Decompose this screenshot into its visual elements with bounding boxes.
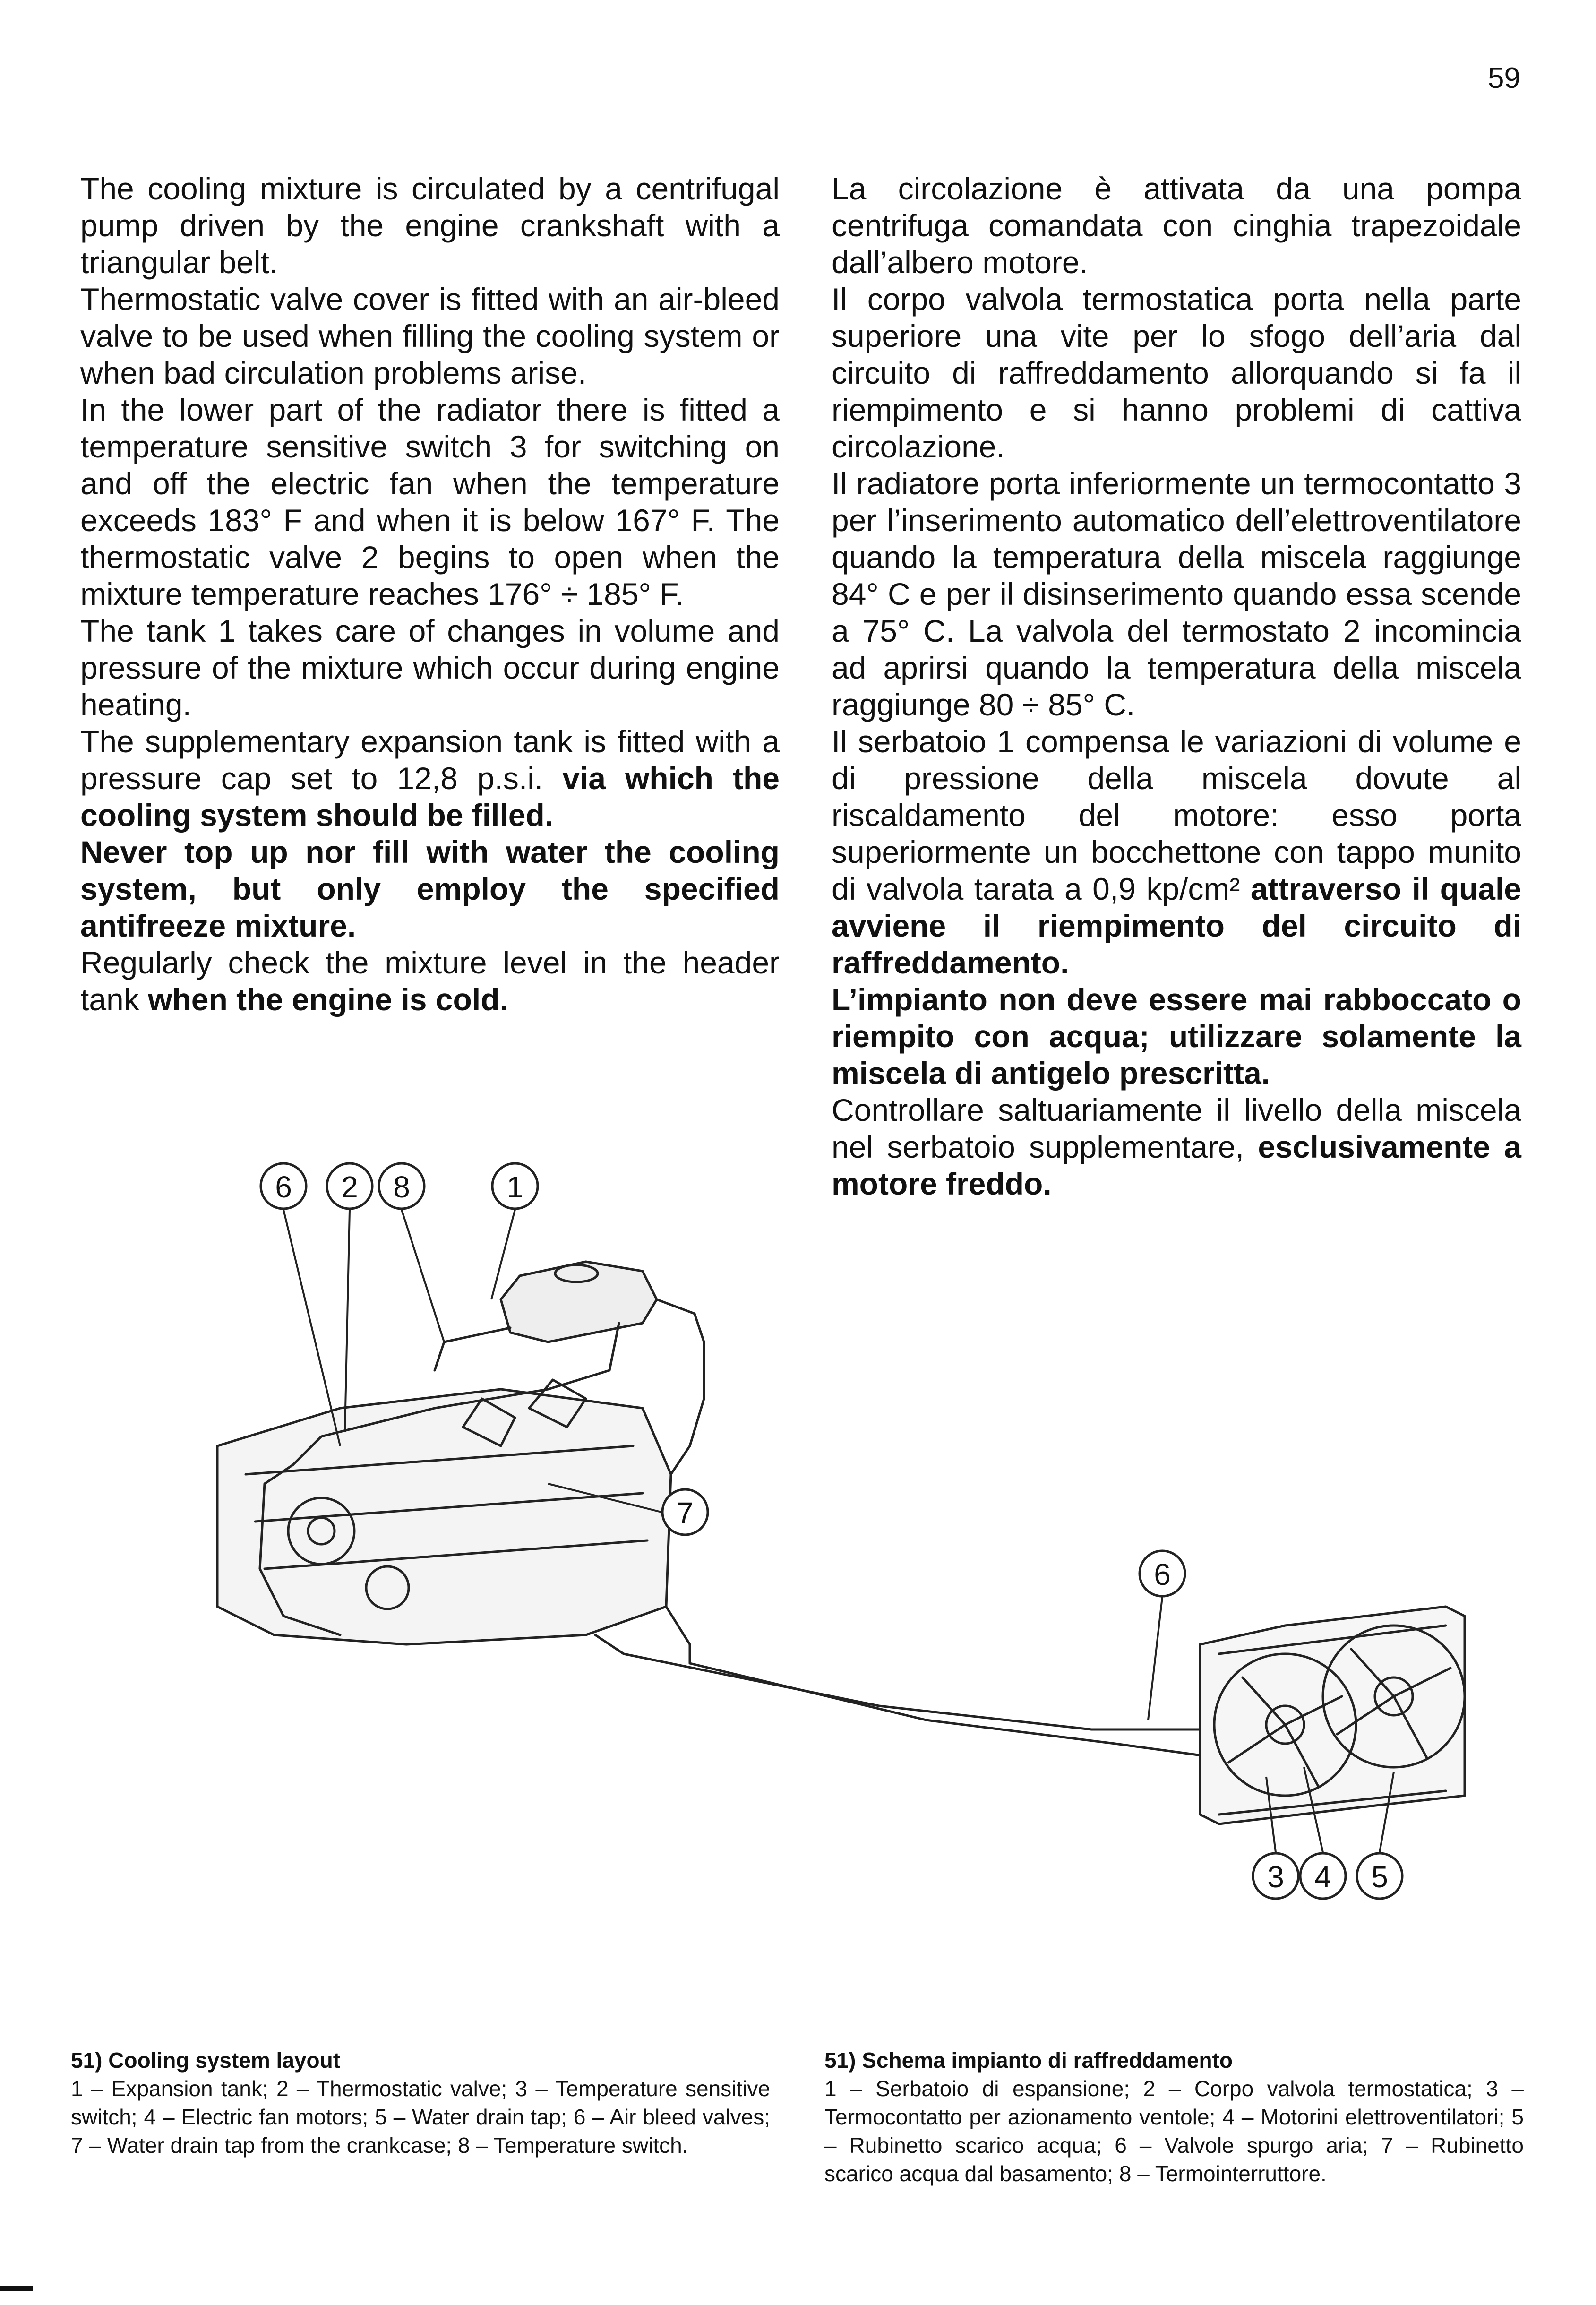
italian-column bbox=[832, 170, 1521, 1202]
cooling-system-svg bbox=[76, 1144, 1521, 1970]
caption-it-text: 1 – Serbatoio di espansione; 2 – Corpo valvola termostatica; 3 – Termocontatto per azionamento ventole; 4 – Motorini elettroventilatori; 5 – Rubinetto scarico acqua; 6 – Valvole spurgo aria; 7 – Rubinetto scarico acqua dal basamento; 8 – Termointerruttore. bbox=[824, 2076, 1524, 2186]
caption-en-text: 1 – Expansion tank; 2 – Thermostatic valve; 3 – Temperature sensitive switch; 4 – Electric fan motors; 5 – Water drain tap; 6 – Air bleed valves; 7 – Water drain tap from the crankcase; 8 – Temperature switch. bbox=[71, 2076, 770, 2158]
en-paragraph-3: In the lower part of the radiator there is fitted a temperature sensitive switch 3 for switching on and off the electric fan when the temperature exceeds 183° F and when it is below 167° F. The thermostatic valve 2 begins to open when the mixture temperature reaches 176° ÷ 185° F. bbox=[80, 392, 780, 611]
caption-en-title: 51) Cooling system layout bbox=[71, 2048, 341, 2073]
en-paragraph-4: The tank 1 takes care of changes in volume and pressure of the mixture which occur during engine heating. bbox=[80, 613, 780, 722]
it-paragraph-5 bbox=[832, 981, 1521, 1092]
it-paragraph-4 bbox=[832, 723, 1521, 981]
it-p6-text: Controllare saltuariamente il livello della miscela nel serbatoio supplementare, bbox=[832, 1092, 1521, 1164]
page-number: 59 bbox=[1488, 62, 1520, 95]
en-p7-bold: when the engine is cold. bbox=[148, 982, 508, 1017]
it-paragraph-2: Il corpo valvola termostatica porta nella parte superiore una vite per lo sfogo dell’aria dal circuito di raffreddamento allorquando si fa il riempimento e si hanno problemi di cattiva circolazione. bbox=[832, 282, 1521, 464]
caption-it-title: 51) Schema impianto di raffreddamento bbox=[824, 2048, 1233, 2073]
callout-6-radiator: 6 bbox=[1154, 1557, 1171, 1591]
en-paragraph-5 bbox=[80, 723, 780, 834]
en-p5-bold: via which the cooling system should be filled. bbox=[80, 761, 780, 833]
callout-1: 1 bbox=[506, 1170, 523, 1204]
en-paragraph-1: The cooling mixture is circulated by a centrifugal pump driven by the engine crankshaft with a triangular belt. bbox=[80, 171, 780, 280]
callout-8: 8 bbox=[393, 1170, 410, 1204]
callout-4: 4 bbox=[1314, 1860, 1331, 1894]
it-paragraph-3: Il radiatore porta inferiormente un termocontatto 3 per l’inserimento automatico dell’elettroventilatore quando la temperatura della miscela raggiunge 84° C e per il disinserimento quando essa scende a 75° C. La valvola del termostato 2 incomincia ad aprirsi quando la temperatura della miscela raggiunge 80 ÷ 85° C. bbox=[832, 466, 1521, 722]
hose-right-loop bbox=[657, 1299, 704, 1474]
english-column bbox=[80, 170, 780, 1018]
expansion-tank bbox=[501, 1262, 657, 1342]
it-p6-bold: esclusivamente a motore freddo. bbox=[832, 1129, 1521, 1201]
en-p7-text: Regularly check the mixture level in the header tank bbox=[80, 945, 780, 1017]
it-p4-text: Il serbatoio 1 compensa le variazioni di volume e di pressione della miscela dovute al riscaldamento del motore: esso porta superiormente un bocchettone con tappo munito di valvola tarata a 0,9 kp/cm² bbox=[832, 724, 1521, 906]
engine-block bbox=[217, 1389, 671, 1644]
callout-7: 7 bbox=[677, 1496, 694, 1530]
cooling-system-diagram bbox=[76, 1144, 1521, 1970]
en-paragraph-6 bbox=[80, 834, 780, 944]
callout-6-top: 6 bbox=[275, 1170, 292, 1204]
en-paragraph-2: Thermostatic valve cover is fitted with an air-bleed valve to be used when filling the cooling system or when bad circulation problems arise. bbox=[80, 282, 780, 390]
en-p6-bold: Never top up nor fill with water the cooling system, but only employ the specified antifreeze mixture. bbox=[80, 834, 780, 943]
it-paragraph-1: La circolazione è attivata da una pompa centrifuga comandata con cinghia trapezoidale dall’albero motore. bbox=[832, 171, 1521, 280]
callout-2: 2 bbox=[341, 1170, 358, 1204]
callout-3: 3 bbox=[1267, 1860, 1284, 1894]
en-paragraph-7 bbox=[80, 944, 780, 1018]
crop-mark bbox=[0, 2286, 33, 2291]
it-p4-bold: attraverso il quale avviene il riempimento del circuito di raffreddamento. bbox=[832, 871, 1522, 980]
caption-english bbox=[71, 2046, 770, 2159]
en-p5-text: The supplementary expansion tank is fitted with a pressure cap set to 12,8 p.s.i. bbox=[80, 724, 780, 796]
caption-italian bbox=[824, 2046, 1524, 2188]
it-p5-bold: L’impianto non deve essere mai rabboccato o riempito con acqua; utilizzare solamente la miscela di antigelo prescritta. bbox=[832, 982, 1521, 1091]
callout-5: 5 bbox=[1371, 1860, 1388, 1894]
hose-return bbox=[666, 1607, 1219, 1758]
